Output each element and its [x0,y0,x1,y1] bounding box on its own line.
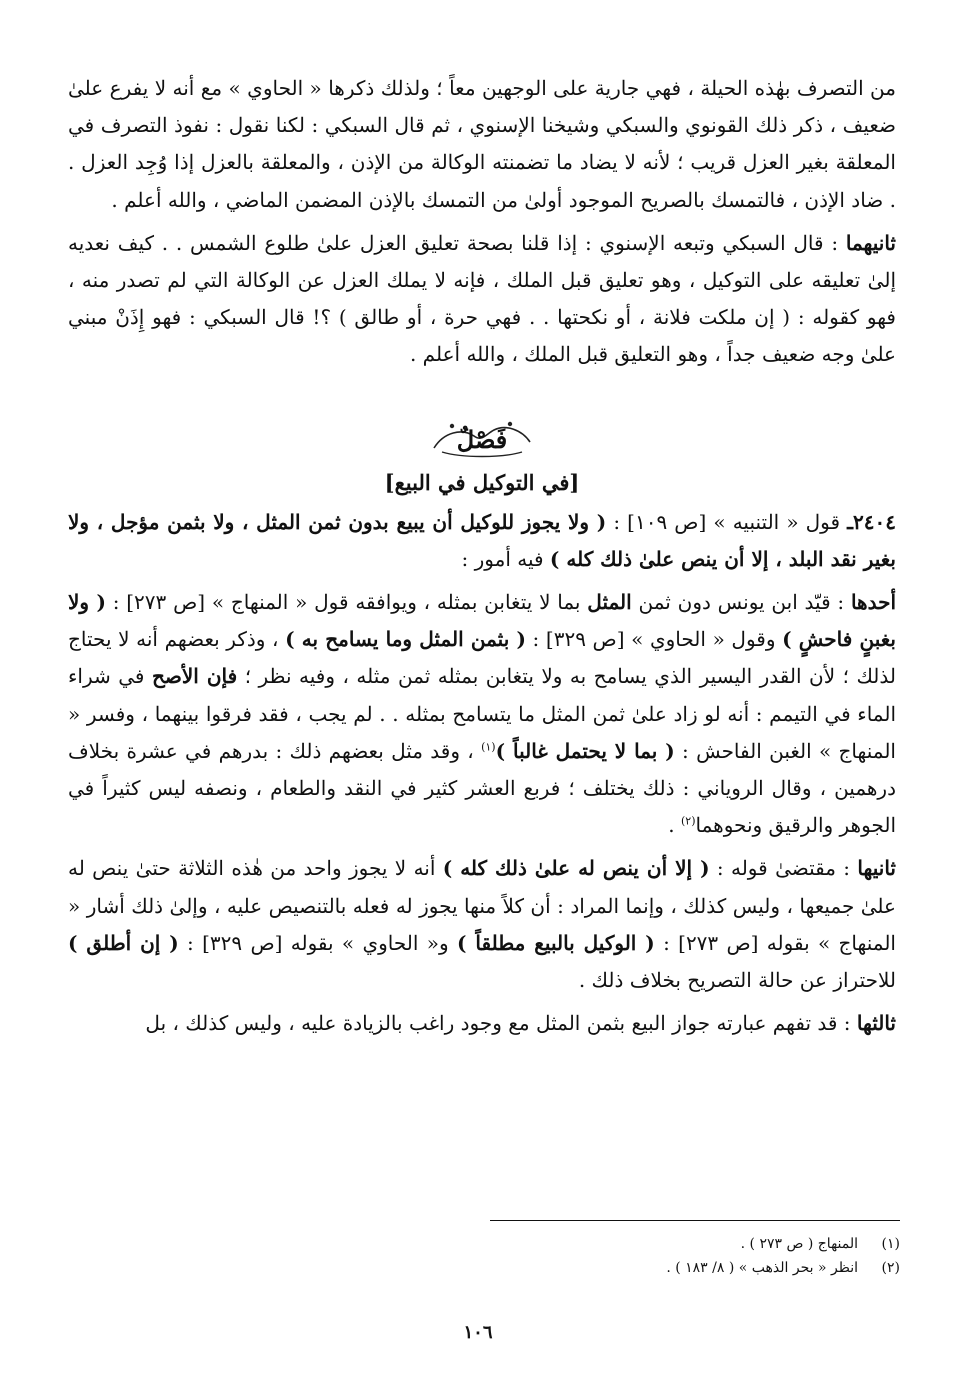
footnote-1-text: المنهاج ( ص ٢٧٣ ) . [740,1236,858,1252]
paragraph-5-a: : مقتضىٰ قوله : [709,856,858,881]
paragraph-6-text: : قد تفهم عبارته جواز البيع بثمن المثل مع وجود راغب بالزيادة عليه ، وليس كذلك ، بل [145,1011,857,1036]
paragraph-6 [68,1005,896,1042]
footnote-ref-2[interactable]: (٢) [681,814,696,828]
paragraph-4-j: ( بما لا يحتمل غالباً ) [495,738,675,763]
paragraph-4-f: ( بثمن المثل وما يسامح به ) [285,627,526,652]
issue-number: ٢٤٠٤ـ [847,509,896,534]
paragraph-5-c: أنه لا يجوز واحد من هٰذه الثلاثة حتىٰ ينص له علىٰ جميعها ، وليس كذلك ، وإنما المراد : أن كلاً منها يجوز له فعله بالتنصيص عليه ، وإلىٰ ذلك أشار « المنهاج » بقوله [ص ٢٧٣] : [68,856,896,955]
paragraph-4-k: ، وقد مثل بعضهم ذلك : بدرهم في عشرة بخلاف درهمين ، وقال الروياني : ذلك يختلف ؛ فربع العشر كثير في النقد والطعام ، ونصفه ليس كثيراً في الجوهر والرقيق ونحوهما [68,738,896,838]
paragraph-3-c: فيه أمور : [461,546,550,571]
paragraph-5-e: و« الحاوي » بقوله [ص ٣٢٩] : [178,930,457,955]
paragraph-3-a: قول « التنبيه » [ص ١٠٩] : [606,509,848,534]
paragraph-4-b: المثل [587,590,632,615]
footnote-1-number: (١) [881,1236,900,1252]
paragraph-3-quote: ( ولا يجوز للوكيل أن يبيع بدون ثمن المثل ، ولا بثمن مؤجل ، ولا بغير نقد البلد ، إلا أن ينص علىٰ ذلك كله ) [68,509,896,571]
fasl-ornament [422,414,542,464]
paragraph-5-lead: ثانيها [857,856,896,881]
footnote-2 [400,1256,900,1280]
paragraph-4-g: ، وذكر بعضهم أنه لا يحتاج لذلك ؛ لأن القدر اليسير الذي يسامح به ولا يتغابن بمثله ثمن مثله ، وفيه نظر ؛ [68,627,896,689]
paragraph-4-c: بما لا يتغابن بمثله ، ويوافقه قول « المنهاج » [ص ٢٧٣] : [105,590,588,615]
footnotes [400,1232,900,1280]
paragraph-4-l: . [668,813,681,838]
section-title: [في التوكيل في البيع] [384,469,580,495]
paragraph-2-lead: ثانيهما [845,230,896,255]
paragraph-5-b: ( إلا أن ينص له علىٰ ذلك كله ) [442,856,710,881]
paragraph-4-d: ( ولا بغبنٍ فاحشٍ ) [68,590,896,652]
fasl-ornament-text: فَصْلٌ [456,424,508,454]
footnote-ref-1[interactable]: (١) [481,740,496,754]
page-number: ١٠٦ [463,1322,493,1343]
paragraph-3 [68,504,896,578]
paragraph-4-lead: أحدها [850,590,897,615]
footnote-2-number: (٢) [881,1260,900,1276]
paragraph-2-text: : قال السبكي وتبعه الإسنوي : إذا قلنا بصحة تعليق العزل علىٰ طلوع الشمس . . كيف نعديه إلىٰ تعليقه على التوكيل ، وهو تعليق قبل الملك ، فإنه لا يملك العزل عن الوكالة التي لم تصدر منه ، فهو كقوله : ( إن ملكت فلانة ، أو نكحتها . . فهي حرة ، أو طالق ) ؟! قال السبكي : فهو إِذَنْ مبني علىٰ وجه ضعيف جداً ، وهو التعليق قبل الملك ، والله أعلم . [68,230,896,367]
paragraph-5-d: ( الوكيل بالبيع مطلقاً ) [457,930,655,955]
paragraph-5 [68,850,896,999]
paragraph-4-e: وقول « الحاوي » [ص ٣٢٩] : [525,627,783,652]
paragraph-1 [68,70,896,219]
paragraph-5-f: ( إن أطلق ) [68,930,179,955]
paragraph-2 [68,225,896,374]
footnote-1 [400,1232,900,1256]
fasl-ornament-icon [422,414,542,464]
paragraph-4-a: : قيّد ابن يونس دون ثمن [631,590,851,615]
paragraph-1-text: من التصرف بهٰذه الحيلة ، فهي جارية على الوجهين معاً ؛ ولذلك ذكرها « الحاوي » مع أنه لا يفرع علىٰ ضعيف ، ذكر ذلك القونوي والسبكي وشيخنا الإسنوي ، ثم قال السبكي : لكنا نقول : نفوذ التصرف في المعلقة بغير العزل قريب ؛ لأنه لا يضاد ما تضمنته الوكالة من الإذن ، والمعلقة بالعزل إذا وُجِد العزل . . ضاد الإذن ، فالتمسك بالصريح الموجود أولىٰ من التمسك بالإذن المضمن الماضي ، والله أعلم . [68,76,896,212]
footnote-2-text: انظر « بحر الذهب » ( ٨/ ١٨٣ ) . [666,1260,858,1276]
paragraph-4-i: في شراء الماء في التيمم : أنه لو زاد علىٰ ثمن المثل ما يتسامح بمثله . . لم يجب ، فقد فرقوا بينهما ، وفسر « المنهاج » الغبن الفاحش : [68,664,896,763]
paragraph-4 [68,584,896,844]
footnote-divider [490,1220,900,1221]
paragraph-5-g: للاحتراز عن حالة التصريح بخلاف ذلك . [578,968,896,993]
paragraph-6-lead: ثالثها [856,1011,896,1036]
paragraph-4-h: فإن الأصح [151,664,238,689]
